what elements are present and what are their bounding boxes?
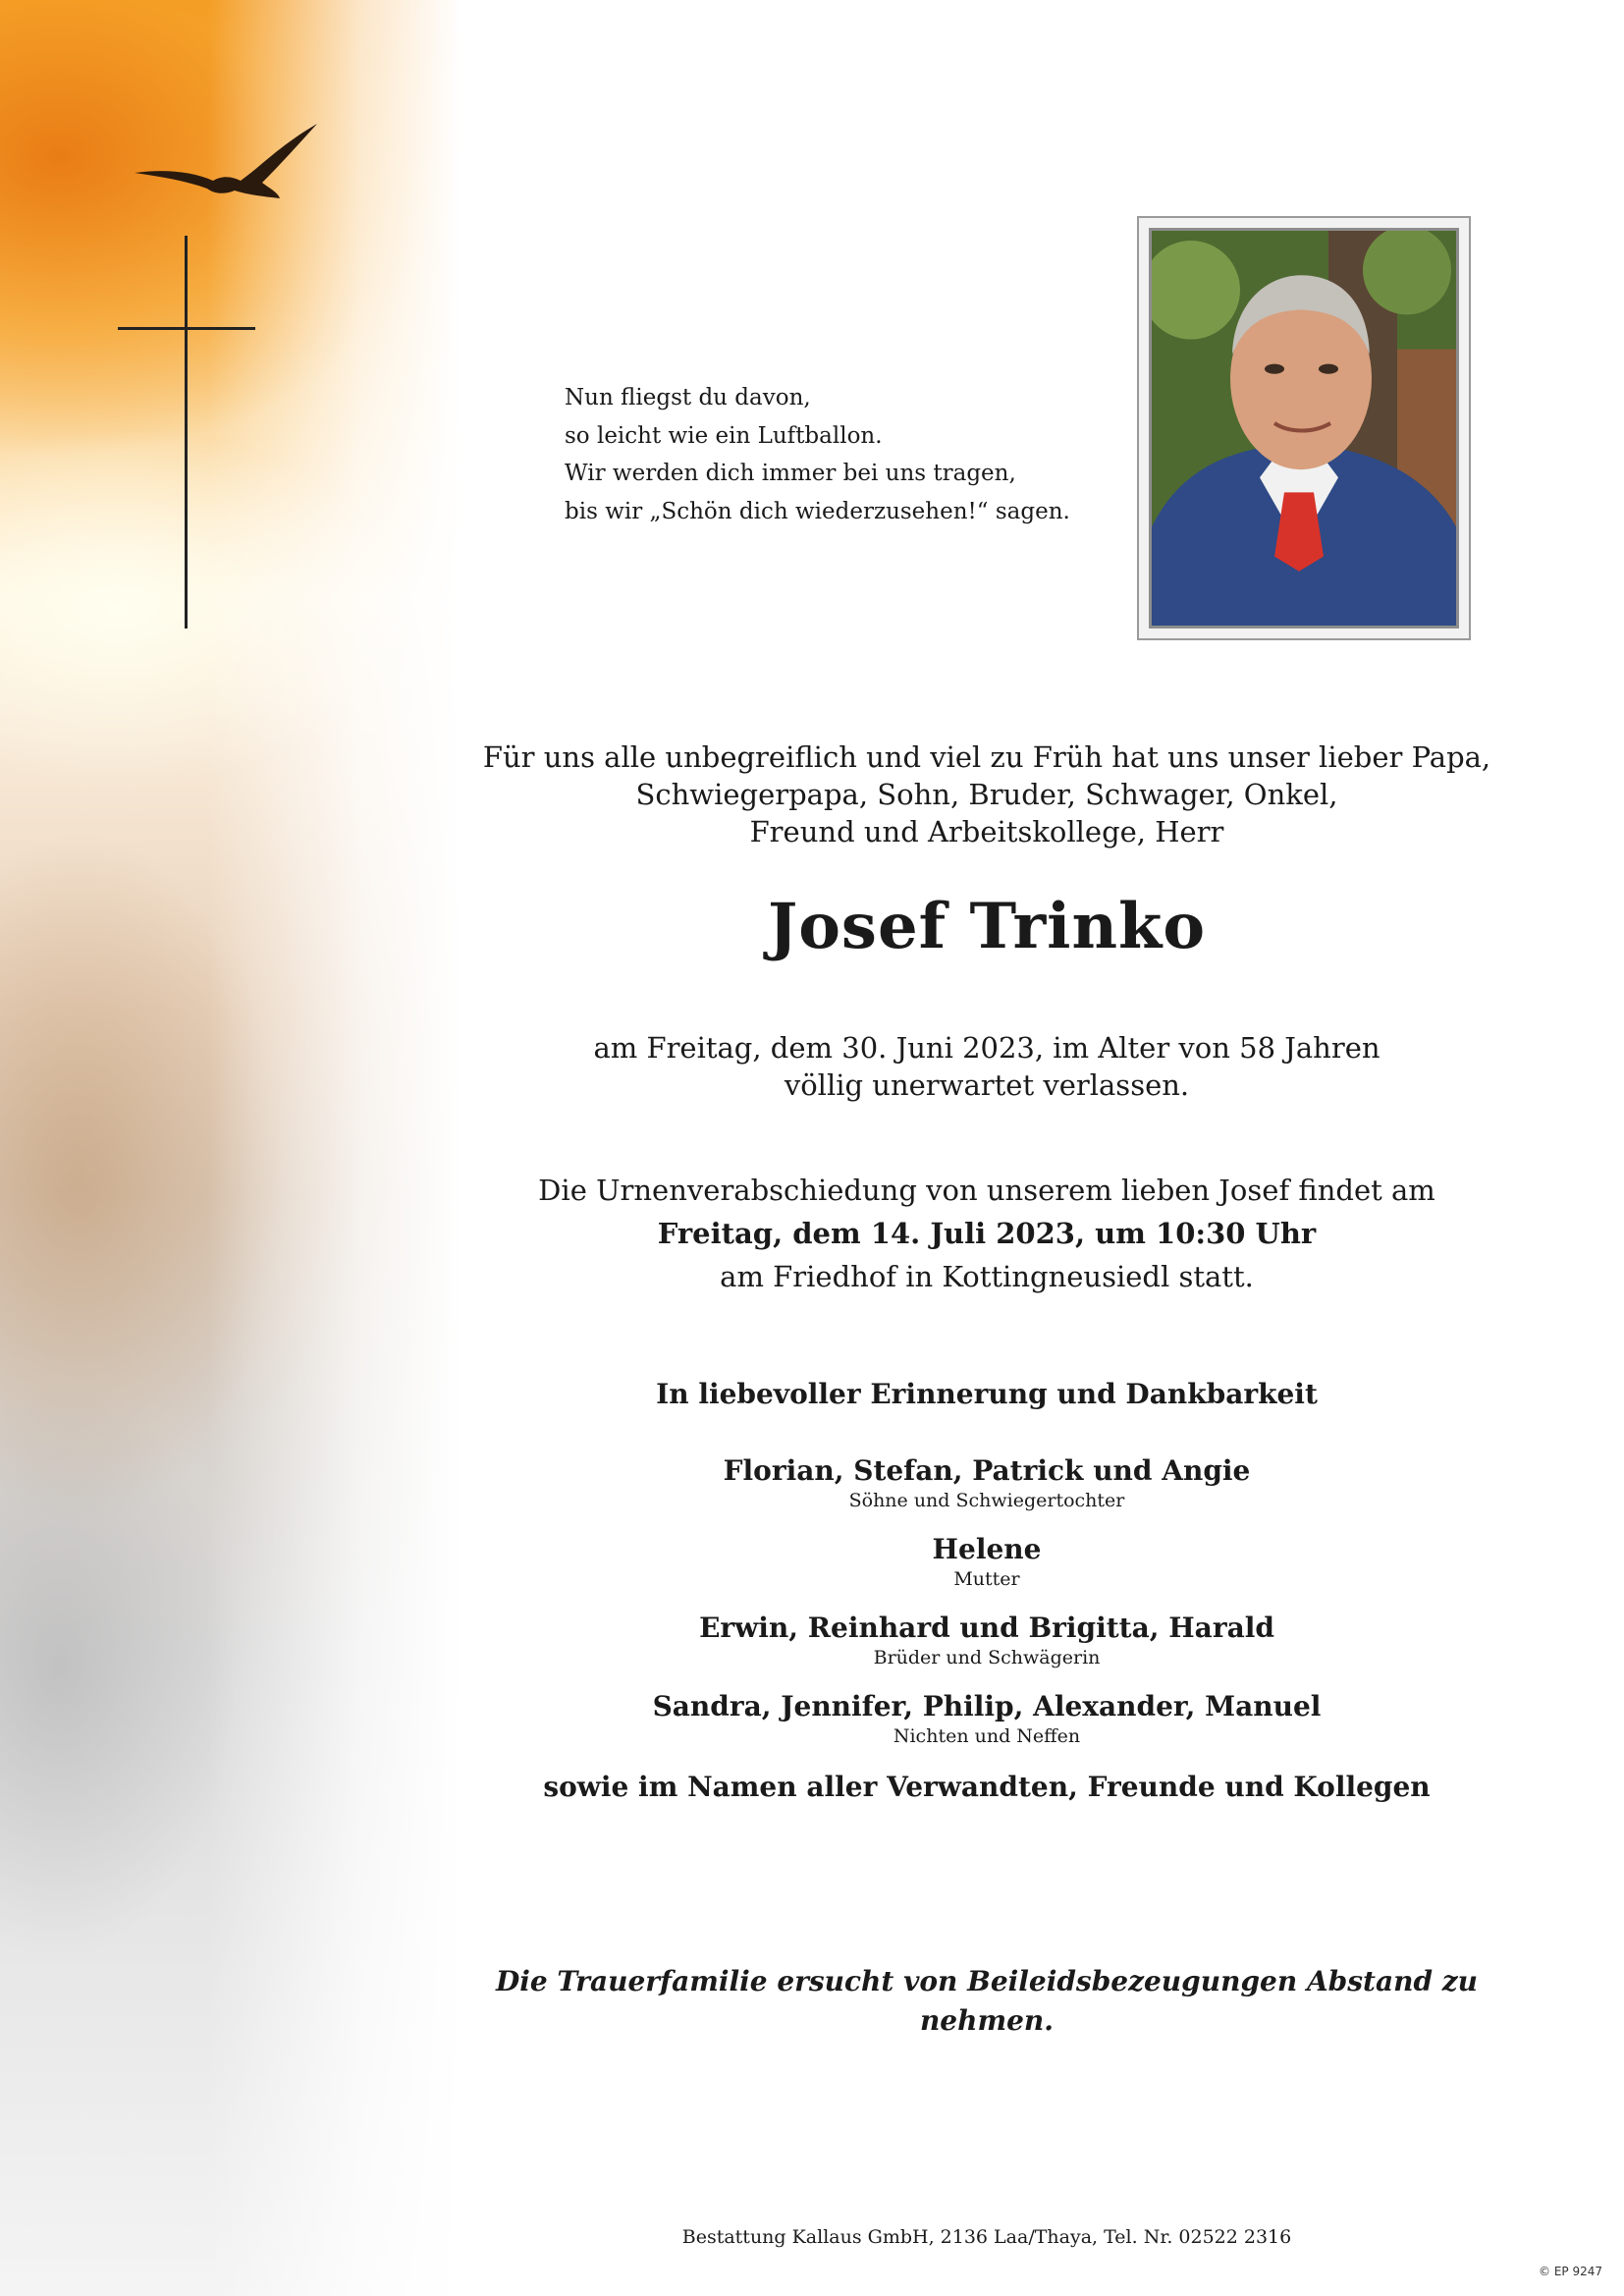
print-code: © EP 9247	[1539, 2265, 1602, 2278]
ceremony-line: Die Urnenverabschiedung von unserem lieben Josef findet am	[538, 1174, 1435, 1207]
portrait-frame	[1137, 216, 1471, 640]
family-group	[461, 1611, 1512, 1669]
family-relation: Brüder und Schwägerin	[873, 1647, 1101, 1668]
family-names: Erwin, Reinhard und Brigitta, Harald	[699, 1612, 1274, 1644]
ceremony-info	[461, 1169, 1512, 1298]
poem	[565, 379, 1075, 530]
death-notice	[461, 1029, 1512, 1104]
announcement-intro	[461, 738, 1512, 850]
family-section	[461, 1375, 1512, 1807]
family-heading: In liebevoller Erinnerung und Dankbarkeit	[656, 1378, 1318, 1410]
family-names: Florian, Stefan, Patrick und Angie	[723, 1454, 1251, 1487]
ceremony-date: Freitag, dem 14. Juli 2023, um 10:30 Uhr	[657, 1217, 1317, 1250]
family-group	[461, 1689, 1512, 1748]
family-relation: Söhne und Schwiegertochter	[848, 1490, 1125, 1511]
poem-line: Wir werden dich immer bei uns tragen,	[565, 461, 1016, 486]
deceased-name: Josef Trinko	[767, 890, 1207, 963]
poem-line: bis wir „Schön dich wiederzusehen!“ sagen.	[565, 498, 1070, 524]
intro-line: Schwiegerpapa, Sohn, Bruder, Schwager, Onkel,	[635, 778, 1338, 811]
death-line: völlig unerwartet verlassen.	[784, 1068, 1190, 1102]
portrait-photo	[1149, 228, 1459, 629]
intro-line: Für uns alle unbegreiflich und viel zu Früh hat uns unser lieber Papa,	[482, 740, 1491, 774]
condolence-request: Die Trauerfamilie ersucht von Beileidsbezeugungen Abstand zu nehmen.	[495, 1965, 1479, 2037]
funeral-home-footer: Bestattung Kallaus GmbH, 2136 Laa/Thaya, Tel. Nr. 02522 2316	[681, 2226, 1292, 2248]
family-group	[461, 1532, 1512, 1591]
poem-line: Nun fliegst du davon,	[565, 385, 811, 410]
bird-silhouette-icon	[133, 120, 319, 208]
family-names: Helene	[932, 1533, 1042, 1565]
death-line: am Freitag, dem 30. Juni 2023, im Alter von 58 Jahren	[593, 1031, 1380, 1065]
family-group	[461, 1453, 1512, 1512]
family-relation: Nichten und Neffen	[893, 1725, 1081, 1747]
family-relation: Mutter	[953, 1568, 1020, 1590]
poem-line: so leicht wie ein Luftballon.	[565, 422, 883, 449]
ceremony-location: am Friedhof in Kottingneusiedl statt.	[720, 1260, 1254, 1293]
family-closing: sowie im Namen aller Verwandten, Freunde und Kollegen	[543, 1771, 1431, 1803]
cross-icon	[118, 236, 255, 629]
intro-line: Freund und Arbeitskollege, Herr	[749, 815, 1224, 848]
family-names: Sandra, Jennifer, Philip, Alexander, Manuel	[652, 1690, 1322, 1722]
